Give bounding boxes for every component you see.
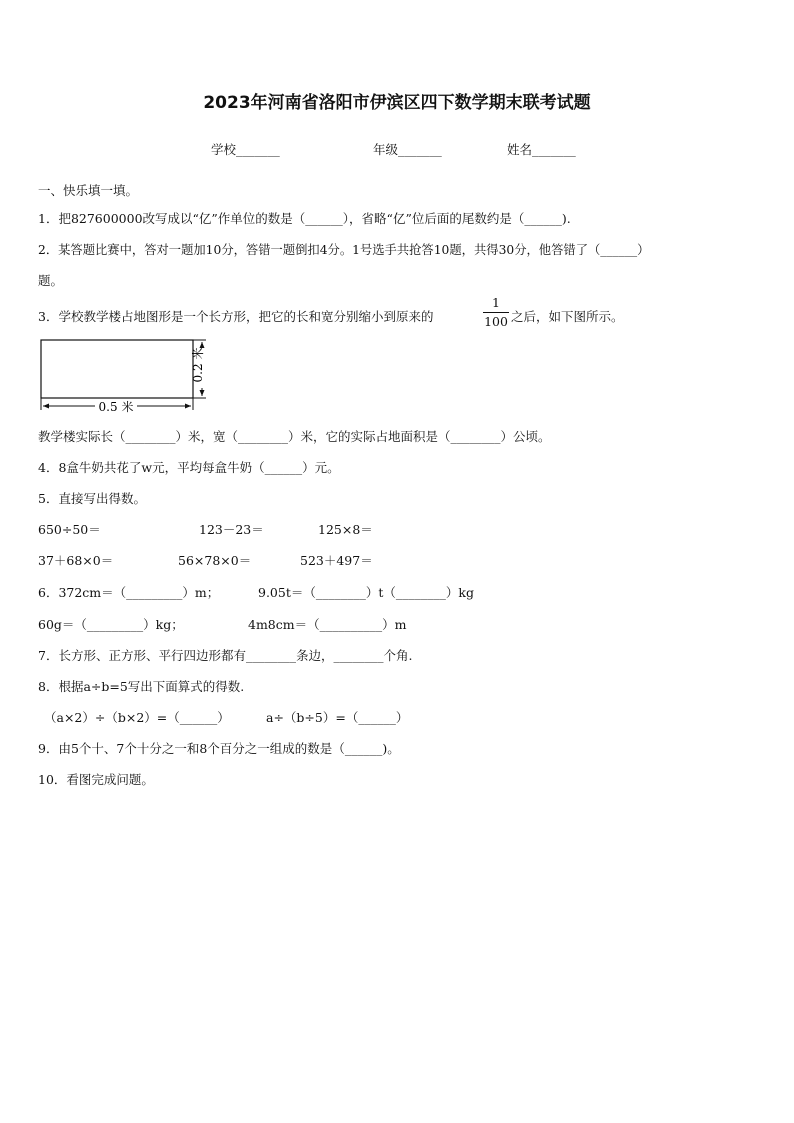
- calc-item: 523＋497＝: [300, 553, 373, 568]
- question-3-text-after: 之后，如下图所示。: [511, 309, 624, 324]
- name-field[interactable]: 姓名_______: [507, 142, 576, 157]
- question-3-text: 3．学校教学楼占地图形是一个长方形，把它的长和宽分别缩小到原来的: [38, 309, 434, 324]
- fraction-one-hundredth: [483, 296, 509, 329]
- calc-item: 650÷50＝: [38, 522, 101, 537]
- calc-item: 37＋68×0＝: [38, 553, 114, 568]
- calc-item: 123－23＝: [199, 522, 264, 537]
- question-6-part-b: 9.05t＝（________）t（________）kg: [258, 585, 474, 600]
- height-label: 0.2 米: [191, 347, 205, 383]
- question-7: 7．长方形、正方形、平行四边形都有________条边，________个角.: [38, 648, 413, 663]
- fraction-denominator: 100: [484, 314, 508, 329]
- fraction-numerator: 1: [492, 295, 500, 310]
- question-4: 4．8盒牛奶共花了w元，平均每盒牛奶（______）元。: [38, 460, 340, 475]
- question-6-part-d: 4m8cm＝（__________）m: [248, 617, 407, 632]
- question-6-part-a: 6．372cm＝（_________）m；: [38, 585, 220, 600]
- question-10: 10．看图完成问题。: [38, 772, 154, 787]
- school-field[interactable]: 学校_______: [211, 142, 280, 157]
- page-title: 2023年河南省洛阳市伊滨区四下数学期末联考试题: [203, 93, 591, 113]
- question-9: 9．由5个十、7个十分之一和8个百分之一组成的数是（______)。: [38, 741, 400, 756]
- calc-item: 125×8＝: [318, 522, 373, 537]
- question-1: 1．把827600000改写成以“亿”作单位的数是（______），省略“亿”位后面的尾数约是（______).: [38, 211, 571, 226]
- width-label: 0.5 米: [98, 400, 134, 414]
- grade-field[interactable]: 年级_______: [373, 142, 442, 157]
- question-2-line-1: 2．某答题比赛中，答对一题加10分，答错一题倒扣4分。1号选手共抢答10题，共得30分，他答错了（______）: [38, 243, 650, 257]
- question-8-part-b: a÷（b÷5）=（______）: [266, 710, 409, 725]
- section-heading: 一、快乐填一填。: [38, 183, 139, 198]
- question-5: 5．直接写出得数。: [38, 491, 146, 506]
- question-2-line-2: 题。: [38, 273, 64, 288]
- rectangle-shape: [41, 340, 193, 398]
- question-6-part-c: 60g＝（_________）kg；: [38, 617, 184, 632]
- question-8: 8．根据a÷b=5写出下面算式的得数.: [38, 679, 245, 694]
- rectangle-figure: [36, 334, 216, 416]
- calc-item: 56×78×0＝: [178, 553, 252, 568]
- question-3-answer: 教学楼实际长（________）米，宽（________）米，它的实际占地面积是（________）公顷。: [38, 429, 551, 444]
- question-8-part-a: （a×2）÷（b×2）=（______）: [44, 710, 230, 725]
